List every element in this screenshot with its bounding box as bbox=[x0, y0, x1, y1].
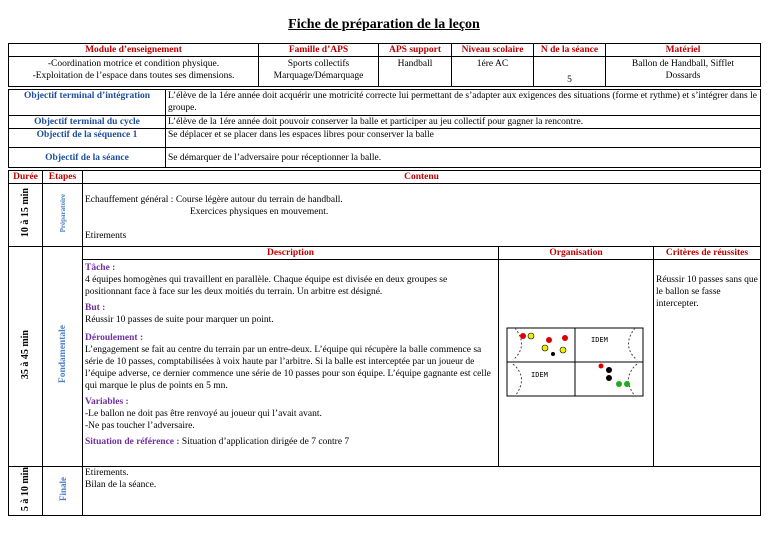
module-value bbox=[9, 57, 259, 87]
contenu-header: Contenu bbox=[83, 171, 761, 184]
final-duration-cell bbox=[9, 467, 43, 516]
famille-value bbox=[259, 57, 379, 87]
idem-label-top: IDEM bbox=[591, 336, 608, 344]
duree-header: Durée bbox=[9, 171, 43, 184]
player-red bbox=[520, 333, 526, 339]
goal-area-left-top bbox=[513, 328, 522, 360]
organisation-header: Organisation bbox=[499, 247, 654, 260]
session-objective-label: Objectif de la séance bbox=[9, 148, 166, 168]
prep-duration-cell bbox=[9, 184, 43, 247]
fond-duration-cell bbox=[9, 247, 43, 467]
final-line-1: Etirements. bbox=[85, 468, 129, 478]
goal-area-right-top bbox=[628, 328, 637, 360]
seance-number-header: N de la séance bbox=[534, 44, 606, 57]
niveau-header: Niveau scolaire bbox=[452, 44, 534, 57]
session-objective-value: Se démarquer de l’adversaire pour réceptionner la balle. bbox=[166, 148, 761, 168]
final-stage-cell bbox=[43, 467, 83, 516]
goal-area-left-bottom bbox=[513, 364, 522, 396]
etapes-header: Etapes bbox=[43, 171, 83, 184]
famille-line-1: Sports collectifs bbox=[287, 59, 350, 69]
module-line-2: -Exploitation de l’espace dans toutes ses dimensions. bbox=[32, 71, 235, 81]
but-text: Réussir 10 passes de suite pour marquer un point. bbox=[85, 315, 274, 325]
aps-header: APS support bbox=[379, 44, 452, 57]
player-yellow bbox=[560, 347, 566, 353]
player-black bbox=[606, 367, 612, 373]
integration-objective-label: Objectif terminal d’intégration bbox=[9, 90, 166, 116]
situation-heading: Situation de référence : bbox=[85, 437, 180, 447]
final-content bbox=[83, 467, 761, 516]
seance-number-value: 5 bbox=[534, 57, 606, 87]
deroulement-text: L’engagement se fait au centre du terrain par un entre-deux. L’équipe qui récupère la balle commence sa série de 10 passes, comptabilisées à voix haute par l’arbitre. Si la balle est interceptée par un joueur de l’équipe adverse, ce dernier commence une série de 10 passes pour son équipe. L’équipe gagnante est celle qui marque le plus de points en 5 mn. bbox=[85, 345, 491, 391]
description-header: Description bbox=[83, 247, 499, 260]
ball bbox=[551, 352, 555, 356]
module-line-1: -Coordination motrice et condition physique. bbox=[47, 59, 220, 69]
variables-heading: Variables : bbox=[85, 397, 129, 407]
final-stage: Finale bbox=[57, 477, 68, 502]
idem-label-bottom: IDEM bbox=[531, 371, 548, 379]
module-header: Module d’enseignement bbox=[9, 44, 259, 57]
player-green bbox=[616, 381, 622, 387]
prep-stage: Préparatoire bbox=[58, 193, 67, 233]
prep-line-2: Exercices physiques en mouvement. bbox=[190, 207, 329, 217]
deroulement-heading: Déroulement : bbox=[85, 333, 144, 343]
player-black bbox=[606, 375, 612, 381]
player-green bbox=[624, 381, 630, 387]
sequence-objective-value: Se déplacer et se placer dans les espaces libres pour conserver la balle bbox=[166, 129, 761, 148]
field-diagram bbox=[501, 318, 651, 408]
famille-header: Famille d’APS bbox=[259, 44, 379, 57]
materiel-line-1: Ballon de Handball, Sifflet bbox=[631, 59, 735, 69]
variables-line-1: -Le ballon ne doit pas être renvoyé au joueur qui l’avait avant. bbox=[85, 409, 322, 419]
cycle-objective-label: Objectif terminal du cycle bbox=[9, 116, 166, 129]
tache-heading: Tâche : bbox=[85, 263, 116, 273]
integration-objective-value: L’élève de la 1ére année doit acquérir une motricité correcte lui permettant de s’adapter aux exigences des situations (forme et rythme) et s’intégrer dans le groupe. bbox=[166, 90, 761, 116]
player-red bbox=[599, 364, 604, 369]
organisation-cell bbox=[499, 260, 654, 467]
final-duration: 5 à 10 min bbox=[19, 467, 31, 512]
fond-stage: Fondamentale bbox=[57, 325, 68, 384]
prep-line-3: Etirements bbox=[85, 231, 127, 241]
materiel-value bbox=[606, 57, 761, 87]
materiel-header: Matériel bbox=[606, 44, 761, 57]
materiel-line-2: Dossards bbox=[665, 71, 701, 81]
situation-line bbox=[85, 436, 496, 448]
niveau-value: 1ére AC bbox=[452, 57, 534, 87]
description-cell bbox=[83, 260, 499, 467]
player-yellow bbox=[542, 345, 548, 351]
player-red bbox=[562, 335, 568, 341]
criteres-cell: Réussir 10 passes sans que le ballon se fasse intercepter. bbox=[654, 260, 761, 467]
fond-stage-cell bbox=[43, 247, 83, 467]
famille-line-2: Marquage/Démarquage bbox=[273, 71, 364, 81]
player-yellow bbox=[528, 333, 534, 339]
final-line-2: Bilan de la séance. bbox=[85, 480, 157, 490]
aps-value: Handball bbox=[379, 57, 452, 87]
variables-line-2: -Ne pas toucher l’adversaire. bbox=[85, 421, 195, 431]
prep-content bbox=[83, 184, 761, 247]
header-table bbox=[8, 43, 761, 87]
fond-duration: 35 à 45 min bbox=[19, 329, 31, 380]
but-heading: But : bbox=[85, 303, 106, 313]
cycle-objective-value: L’élève de la 1ére année doit pouvoir conserver la balle et participer au jeu collectif pour gagner la rencontre. bbox=[166, 116, 761, 129]
sequence-objective-label: Objectif de la séquence 1 bbox=[9, 129, 166, 148]
tache-text: 4 équipes homogènes qui travaillent en parallèle. Chaque équipe est divisée en deux groupes se positionnant face à face sur les deux moitiés du terrain. Un arbitre est désigné. bbox=[85, 275, 448, 297]
content-table bbox=[8, 170, 761, 516]
criteres-header: Critères de réussites bbox=[654, 247, 761, 260]
situation-text: Situation d’application dirigée de 7 contre 7 bbox=[181, 437, 350, 447]
prep-duration: 10 à 15 min bbox=[19, 188, 31, 238]
page-title: Fiche de préparation de la leçon bbox=[288, 17, 480, 32]
prep-line-1: Echauffement général : Course légère autour du terrain de handball. bbox=[85, 195, 343, 205]
objectives-table bbox=[8, 89, 761, 168]
prep-stage-cell bbox=[43, 184, 83, 247]
player-red bbox=[546, 337, 552, 343]
goal-area-right-bottom bbox=[628, 364, 637, 396]
